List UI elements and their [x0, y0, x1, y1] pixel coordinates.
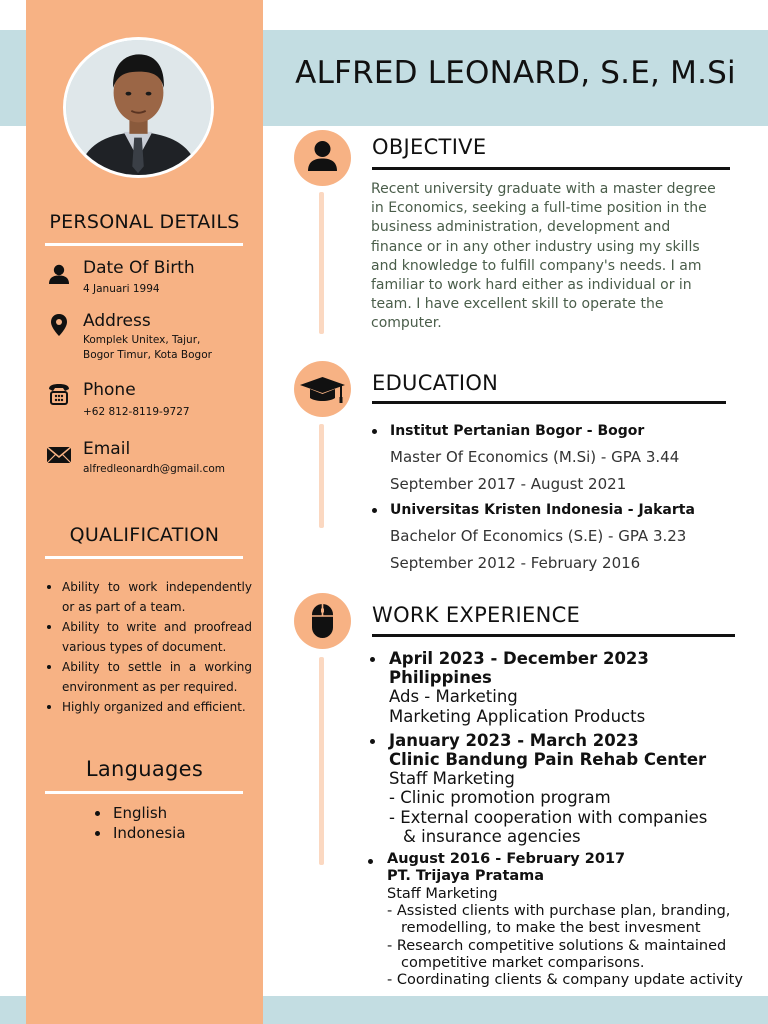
work-org: Philippines — [389, 668, 492, 688]
work-org: Clinic Bandung Pain Rehab Center — [389, 750, 707, 770]
phone-label: Phone — [83, 380, 136, 400]
list-item: Ability to work independently or as part of a team. — [44, 577, 252, 617]
work-role: Ads - Marketing — [389, 687, 518, 707]
list-item — [370, 649, 766, 726]
dob-label: Date Of Birth — [83, 258, 195, 278]
languages-list — [92, 803, 186, 843]
work-date: April 2023 - December 2023 — [389, 649, 649, 668]
work-task: & insurance agencies — [403, 826, 581, 846]
work-role: Staff Marketing — [387, 885, 498, 902]
education-list — [372, 418, 742, 576]
education-degree: Bachelor Of Economics (S.E) - GPA 3.23 — [390, 527, 687, 545]
work-task: - Coordinating clients & company update activity — [387, 972, 743, 989]
work-task: competitive market comparisons. — [401, 954, 645, 971]
list-item: Highly organized and efficient. — [44, 697, 252, 717]
qualification-heading: QUALIFICATION — [69, 524, 220, 546]
education-school: Institut Pertanian Bogor - Bogor — [390, 423, 645, 439]
timeline-line — [319, 657, 324, 865]
timeline-line — [319, 192, 324, 334]
qualification-rule — [45, 556, 243, 559]
graduation-cap-icon — [294, 361, 351, 417]
work-org: PT. Trijaya Pratama — [387, 868, 545, 885]
work-role: Staff Marketing — [389, 769, 515, 789]
education-period: September 2012 - February 2016 — [390, 553, 641, 572]
languages-heading: Languages — [85, 757, 204, 781]
envelope-icon — [46, 443, 72, 467]
email-value: alfredleonardh@gmail.com — [83, 463, 226, 475]
list-item: Ability to write and proofread various types of document. — [44, 617, 252, 657]
work-experience-rule — [372, 634, 735, 637]
person-icon — [294, 130, 351, 186]
phone-icon — [46, 382, 72, 406]
location-pin-icon — [46, 313, 72, 337]
work-task: - External cooperation with companies — [389, 807, 708, 827]
work-task: remodelling, to make the best invesment — [401, 920, 701, 937]
address-line-1: Komplek Unitex, Tajur, — [83, 334, 201, 346]
personal-details-heading: PERSONAL DETAILS — [49, 211, 240, 233]
list-item — [372, 418, 742, 497]
work-date: January 2023 - March 2023 — [389, 730, 639, 750]
address-line-2: Bogor Timur, Kota Bogor — [83, 349, 212, 361]
address-label: Address — [83, 311, 151, 331]
profile-photo — [63, 37, 214, 178]
work-task: - Research competitive solutions & maintained — [387, 937, 727, 954]
education-rule — [372, 401, 726, 404]
work-date: August 2016 - February 2017 — [387, 851, 626, 868]
list-item: Indonesia — [92, 823, 186, 843]
objective-text: Recent university graduate with a master degree in Economics, seeking a full-time position in the business administration, development and finance or in any other industry using my skills and knowledge to fulfill company's needs. I am familiar to work hard either as individual or in team. I have excellent skill to operate the computer. — [371, 181, 716, 332]
list-item: English — [92, 803, 186, 823]
dob-value: 4 Januari 1994 — [83, 283, 160, 295]
qualification-list — [44, 577, 252, 717]
timeline-line — [319, 424, 324, 528]
phone-value: +62 812-8119-9727 — [83, 406, 190, 418]
education-degree: Master Of Economics (M.Si) - GPA 3.44 — [390, 448, 680, 466]
work-experience-list — [370, 649, 766, 989]
email-label: Email — [83, 439, 131, 459]
education-heading: EDUCATION — [372, 371, 499, 395]
profile-portrait — [66, 40, 211, 175]
list-item — [368, 851, 766, 989]
languages-rule — [45, 791, 243, 794]
work-task: - Assisted clients with purchase plan, branding, — [387, 902, 731, 919]
objective-heading: OBJECTIVE — [372, 135, 487, 159]
education-school: Universitas Kristen Indonesia - Jakarta — [390, 502, 695, 518]
page-title: ALFRED LEONARD, S.E, M.Si — [295, 55, 736, 91]
person-icon — [46, 262, 72, 286]
work-task: Marketing Application Products — [389, 706, 646, 726]
list-item: Ability to settle in a working environment as per required. — [44, 657, 252, 697]
computer-mouse-icon — [294, 593, 351, 649]
list-item — [372, 497, 742, 576]
personal-details-rule — [45, 243, 243, 246]
education-period: September 2017 - August 2021 — [390, 474, 627, 493]
list-item — [370, 731, 766, 846]
objective-rule — [372, 167, 730, 170]
work-experience-heading: WORK EXPERIENCE — [372, 603, 581, 627]
work-task: - Clinic promotion program — [389, 788, 611, 808]
